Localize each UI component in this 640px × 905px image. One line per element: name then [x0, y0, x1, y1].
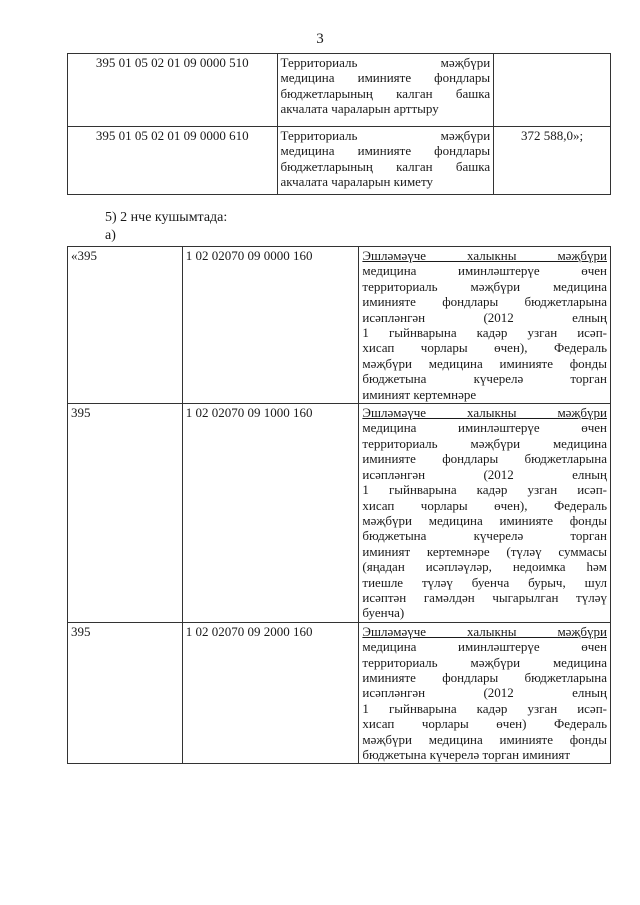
budget-sources-table: [67, 53, 611, 195]
description-cell: [359, 404, 611, 623]
revenue-code-cell: 1 02 02070 09 0000 160: [182, 247, 359, 404]
table-row: [68, 127, 611, 195]
description-line: Эшләмәүче халыкны мәҗбүри: [362, 248, 607, 263]
description-line: территориаль мәҗбүри медицина: [362, 278, 607, 294]
description-line: 1 гыйнварына кадәр узган исәп-: [362, 700, 607, 716]
description-line: территориаль мәҗбүри медицина: [362, 654, 607, 670]
description-cell: [277, 127, 494, 195]
description-cell: [359, 247, 611, 404]
description-line: хисап чорлары өчен), Федераль: [362, 497, 607, 513]
description-line: Территориаль мәҗбүри: [280, 128, 491, 143]
description-line: (яңадан исәпләүләр, недоимка һәм: [362, 559, 607, 575]
description-line: Эшләмәүче халыкны мәҗбүри: [362, 405, 607, 421]
description-cell: [277, 54, 494, 127]
amount-cell: 372 588,0»;: [494, 127, 611, 195]
description-line: бюджетына күчерелә торган: [362, 371, 607, 387]
description-line: иминияте фондлары бюджетларына: [362, 451, 607, 467]
description-line: исәпләнгән (2012 елның: [362, 466, 607, 482]
description-line: исәптән гамәлдән чыгарылган түләү: [362, 589, 607, 605]
description-line: иминият кертемнәре (түләү суммасы: [362, 543, 607, 559]
description-line: иминияте фондлары бюджетларына: [362, 294, 607, 310]
description-line: тиешле түләү буенча бурыч, шул: [362, 574, 607, 590]
revenue-code-cell: 1 02 02070 09 1000 160: [182, 404, 359, 623]
table-row: [68, 247, 611, 404]
description-line: буенча): [362, 605, 405, 621]
description-line: иминияте фондлары бюджетларына: [362, 669, 607, 685]
table-row: [68, 404, 611, 623]
admin-code-cell: 395: [68, 404, 183, 623]
code-cell: 395 01 05 02 01 09 0000 510: [68, 54, 278, 127]
description-line: медицина иминияте фондлары: [280, 70, 491, 86]
description-cell: [359, 622, 611, 764]
description-line: иминият кертемнәре: [362, 386, 477, 402]
description-line: бюджетларының калган башка: [280, 85, 491, 101]
description-line: акчалата чараларын кимету: [280, 174, 433, 190]
description-line: медицина иминләштерүе өчен: [362, 639, 607, 655]
description-line: акчалата чараларын арттыру: [280, 101, 439, 117]
description-line: медицина иминияте фондлары: [280, 143, 491, 159]
admin-code-cell: «395: [68, 247, 183, 404]
revenue-code-cell: 1 02 02070 09 2000 160: [182, 622, 359, 764]
amount-cell: [494, 54, 611, 127]
admin-code-cell: 395: [68, 622, 183, 764]
description-line: мәҗбүри медицина иминияте фонды: [362, 512, 607, 528]
description-line: 1 гыйнварына кадәр узган исәп-: [362, 325, 607, 341]
description-line: медицина иминләштерүе өчен: [362, 263, 607, 279]
description-line: бюджетларының калган башка: [280, 158, 491, 174]
page-number: 3: [316, 31, 324, 47]
description-line: Эшләмәүче халыкны мәҗбүри: [362, 623, 607, 639]
section-heading: 5) 2 нче кушымтада:: [105, 210, 228, 225]
revenue-codes-table: [67, 246, 611, 764]
description-line: мәҗбүри медицина иминияте фонды: [362, 731, 607, 747]
description-line: Территориаль мәҗбүри: [280, 55, 491, 70]
table-row: [68, 54, 611, 127]
description-line: медицина иминләштерүе өчен: [362, 420, 607, 436]
description-line: бюджетына күчерелә торган: [362, 528, 607, 544]
description-line: исәпләнгән (2012 елның: [362, 685, 607, 701]
description-line: территориаль мәҗбүри медицина: [362, 435, 607, 451]
description-line: мәҗбүри медицина иминияте фонды: [362, 355, 607, 371]
description-line: хисап чорлары өчен), Федераль: [362, 340, 607, 356]
description-line: бюджетына күчерелә торган иминият: [362, 747, 571, 762]
description-line: исәпләнгән (2012 елның: [362, 309, 607, 325]
table-row: [68, 622, 611, 764]
code-cell: 395 01 05 02 01 09 0000 610: [68, 127, 278, 195]
description-line: хисап чорлары өчен) Федераль: [362, 716, 607, 732]
description-line: 1 гыйнварына кадәр узган исәп-: [362, 482, 607, 498]
subsection-marker: а): [105, 228, 116, 243]
